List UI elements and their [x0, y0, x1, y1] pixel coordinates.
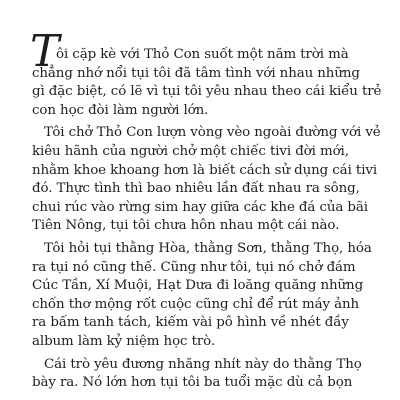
- text-line: chốn thơ mộng rốt cuộc cũng chỉ để rút máy ảnh: [32, 296, 360, 312]
- text-line: nhằm khoe khoang hơn là biết cách sử dụng cái tivi: [32, 162, 378, 178]
- drop-cap-letter: T: [30, 26, 60, 77]
- text-line: bày ra. Nó lớn hơn tụi tôi ba tuổi mặc dù cả bọn: [32, 375, 353, 391]
- text-line: ra tụi nó cũng thế. Cũng như tôi, tụi nó chở đám: [32, 259, 356, 275]
- paragraph-3: [32, 240, 372, 352]
- text-line: ra bấm tanh tách, kiếm vài pô hình về nhét đầy: [32, 315, 349, 331]
- text-line: Tôi chở Thỏ Con lượn vòng vèo ngoài đường với vẻ: [44, 125, 381, 141]
- paragraph-4: [32, 356, 364, 393]
- paragraph-2: [32, 124, 381, 236]
- body-text: [32, 46, 382, 393]
- text-line: Tôi hỏi tụi thằng Hòa, thằng Sơn, thằng Thọ, hóa: [44, 240, 372, 256]
- text-line: chui rúc vào rừng sim hay giữa các khe đá của bãi: [32, 199, 368, 215]
- text-line: Tiên Nông, tụi tôi chưa hôn nhau một cái nào.: [32, 218, 340, 234]
- text-line: con học đòi làm người lớn.: [32, 102, 209, 118]
- text-line: đó. Thực tình thì bao nhiêu lần đất nhau ra sông,: [32, 181, 360, 197]
- text-line: kiêu hãnh của người chở một chiếc tivi đời mới,: [32, 143, 349, 159]
- text-line: album làm kỷ niệm học trò.: [32, 333, 216, 349]
- paragraph-1: [32, 46, 382, 120]
- text-line: gì đặc biệt, có lẽ vì tụi tôi yêu nhau theo cái kiểu trẻ: [32, 84, 382, 100]
- text-line: ôi cặp kè với Thỏ Con suốt một năm trời mà: [56, 47, 349, 62]
- text-line: Cái trò yêu đương nhăng nhít này do thằng Thọ: [44, 356, 362, 372]
- text-line: Cúc Tần, Xí Muội, Hạt Dưa đi loăng quăng những: [32, 278, 364, 294]
- text-line: chẳng nhớ nổi tụi tôi đã tâm tình với nhau những: [32, 65, 360, 81]
